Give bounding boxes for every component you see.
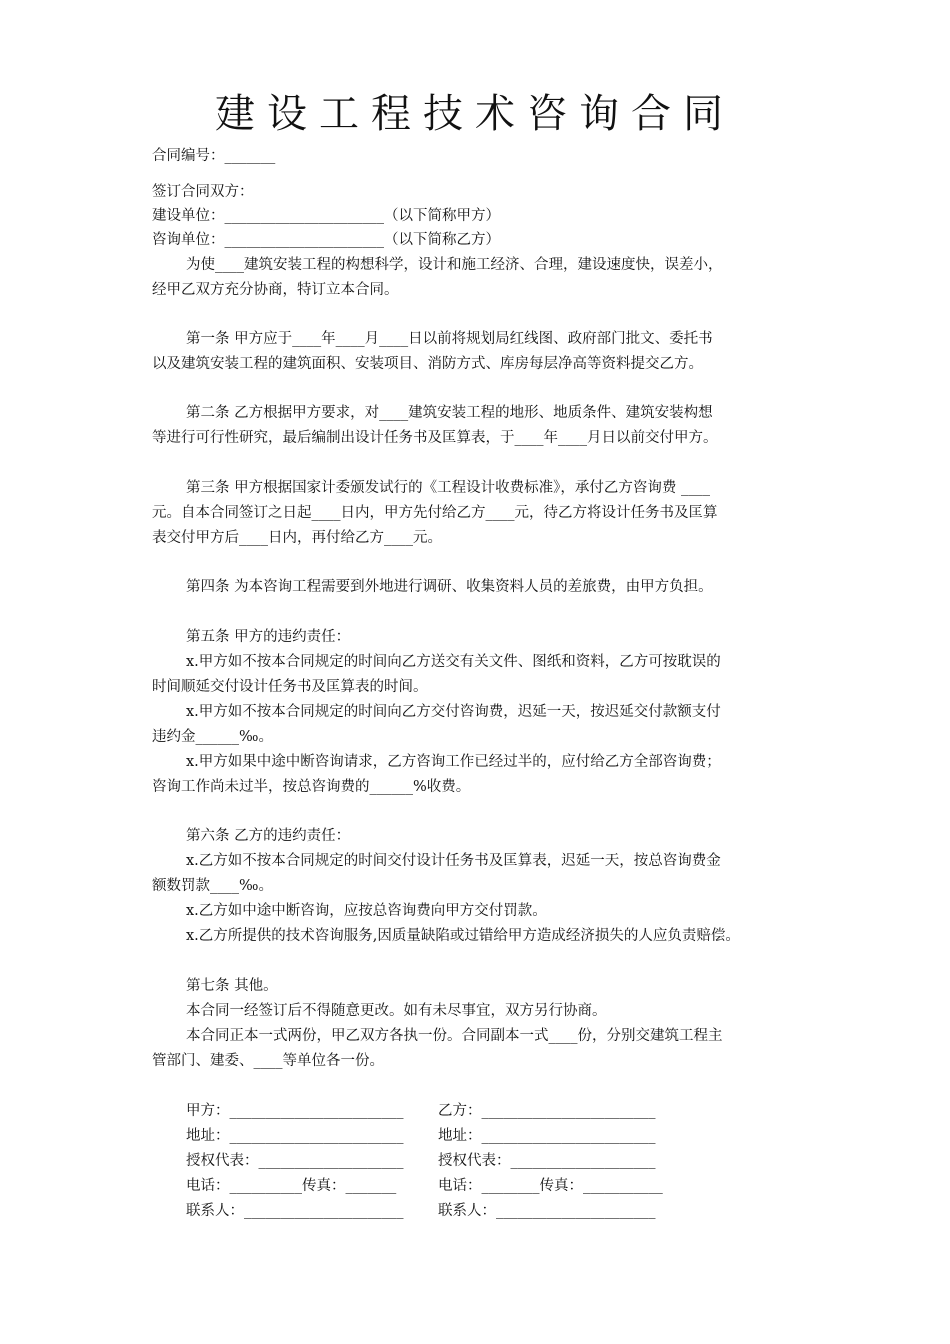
contact-b-field: 联系人：______________________ — [438, 1203, 656, 1219]
representative-a-field: 授权代表：____________________ — [186, 1153, 404, 1169]
article-6-heading: 第六条 乙方的违约责任： — [186, 828, 351, 844]
signature-row-contact — [186, 1199, 846, 1223]
representative-b-field: 授权代表：____________________ — [438, 1153, 656, 1169]
article-6-line-3: x.乙方如中途中断咨询，应按总咨询费向甲方交付罚款。 — [186, 903, 547, 919]
article-2-line-1: 第二条 乙方根据甲方要求，对____建筑安装工程的地形、地质条件、建筑安装构想 — [186, 405, 713, 421]
article-3-line-2: 元。自本合同签订之日起____日内，甲方先付给乙方____元，待乙方将设计任务书及匡算 — [152, 505, 718, 521]
article-4: 第四条 为本咨询工程需要到外地进行调研、收集资料人员的差旅费，由甲方负担。 — [186, 579, 713, 595]
article-6-line-4: x.乙方所提供的技术咨询服务,因质量缺陷或过错给甲方造成经济损失的人应负责赔偿。 — [186, 928, 740, 944]
signature-row-phone-fax — [186, 1174, 846, 1198]
article-6-line-1: x.乙方如不按本合同规定的时间交付设计任务书及匡算表，迟延一天，按总咨询费金 — [186, 853, 721, 869]
address-b-field: 地址：________________________ — [438, 1128, 656, 1144]
signature-row-address — [186, 1124, 846, 1148]
consultant-unit: 咨询单位：______________________（以下简称乙方） — [152, 232, 500, 248]
article-3-line-1: 第三条 甲方根据国家计委颁发试行的《工程设计收费标准》，承付乙方咨询费 ____ — [186, 480, 710, 496]
phone-fax-b-field: 电话：________传真：___________ — [438, 1178, 663, 1194]
parties-label: 签订合同双方： — [152, 184, 254, 200]
address-a-field: 地址：________________________ — [186, 1128, 404, 1144]
preamble-line-1: 为使____建筑安装工程的构想科学，设计和施工经济、合理，建设速度快，误差小， — [186, 257, 723, 273]
article-7-line-2: 本合同正本一式两份，甲乙双方各执一份。合同副本一式____份，分别交建筑工程主 — [186, 1028, 723, 1044]
article-7-heading: 第七条 其他。 — [186, 978, 278, 994]
article-6-line-2: 额数罚款____‰。 — [152, 878, 273, 894]
article-7-line-3: 管部门、建委、____等单位各一份。 — [152, 1053, 384, 1069]
contract-number: 合同编号：_______ — [152, 148, 276, 164]
preamble-line-2: 经甲乙双方充分协商，特订立本合同。 — [152, 282, 399, 298]
builder-unit: 建设单位：______________________（以下简称甲方） — [152, 208, 500, 224]
party-a-field: 甲方：________________________ — [186, 1103, 404, 1119]
article-5-line-6: 咨询工作尚未过半，按总咨询费的______%收费。 — [152, 779, 471, 795]
article-7-line-1: 本合同一经签订后不得随意更改。如有未尽事宜，双方另行协商。 — [186, 1003, 607, 1019]
document-title: 建设工程技术咨询合同 — [215, 91, 735, 137]
article-5-line-4: 违约金______‰。 — [152, 729, 273, 745]
article-1-line-2: 以及建筑安装工程的建筑面积、安装项目、消防方式、库房每层净高等资料提交乙方。 — [152, 356, 703, 372]
phone-fax-a-field: 电话：__________传真：_______ — [186, 1178, 397, 1194]
article-5-line-3: x.甲方如不按本合同规定的时间向乙方交付咨询费，迟延一天，按迟延交付款额支付 — [186, 704, 721, 720]
article-5-heading: 第五条 甲方的违约责任： — [186, 629, 351, 645]
article-3-line-3: 表交付甲方后____日内，再付给乙方____元。 — [152, 530, 442, 546]
contact-a-field: 联系人：______________________ — [186, 1203, 404, 1219]
article-2-line-2: 等进行可行性研究，最后编制出设计任务书及匡算表，于____年____月日以前交付甲方。 — [152, 430, 718, 446]
signature-row-party — [186, 1099, 846, 1123]
article-1-line-1: 第一条 甲方应于____年____月____日以前将规划局红线图、政府部门批文、委托书 — [186, 331, 713, 347]
article-5-line-2: 时间顺延交付设计任务书及匡算表的时间。 — [152, 679, 428, 695]
party-b-field: 乙方：________________________ — [438, 1103, 656, 1119]
signature-row-representative — [186, 1149, 846, 1173]
article-5-line-1: x.甲方如不按本合同规定的时间向乙方送交有关文件、图纸和资料，乙方可按耽误的 — [186, 654, 721, 670]
article-5-line-5: x.甲方如果中途中断咨询请求，乙方咨询工作已经过半的，应付给乙方全部咨询费； — [186, 754, 721, 770]
